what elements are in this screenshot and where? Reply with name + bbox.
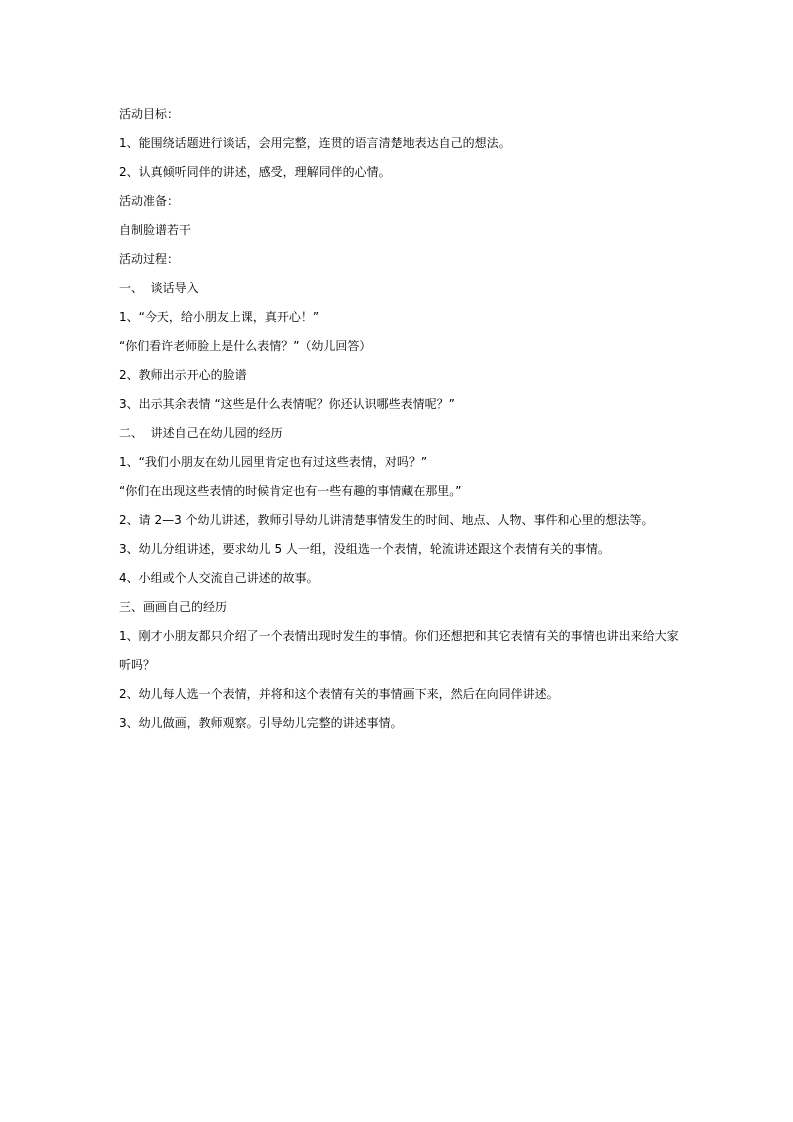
- section-3-title: 三、画画自己的经历: [119, 600, 228, 614]
- section-2-item-1-cont: “你们在出现这些表情的时候肯定也有一些有趣的事情藏在那里。”: [119, 484, 462, 498]
- section-3-item-1: 1、刚才小朋友都只介绍了一个表情出现时发生的事情。你们还想把和其它表情有关的事情也讲出来给大家听吗？: [119, 629, 679, 672]
- section-1-item-3: 3、出示其余表情 “这些是什么表情呢？你还认识哪些表情呢？”: [119, 397, 455, 411]
- document-body: [119, 100, 679, 738]
- goal-item-2: 2、认真倾听同伴的讲述，感受，理解同伴的心情。: [119, 165, 391, 179]
- section-2-item-2: 2、请 2—3 个幼儿讲述，教师引导幼儿讲清楚事情发生的时间、地点、人物、事件和心里的想法等。: [119, 513, 654, 527]
- section-2-item-3: 3、幼儿分组讲述，要求幼儿 5 人一组，没组选一个表情，轮流讲述跟这个表情有关的事情。: [119, 542, 610, 556]
- section-3-item-3: 3、幼儿做画，教师观察。引导幼儿完整的讲述事情。: [119, 716, 403, 730]
- section-1-item-1-cont: “你们看许老师脸上是什么表情？”（幼儿回答）: [119, 339, 372, 353]
- heading-preparation: 活动准备：: [119, 194, 180, 208]
- goal-item-1: 1、能围绕话题进行谈话，会用完整，连贯的语言清楚地表达自己的想法。: [119, 136, 511, 150]
- section-2-item-1: 1、“我们小朋友在幼儿园里肯定也有过这些表情，对吗？”: [119, 455, 428, 469]
- heading-goals: 活动目标：: [119, 107, 180, 121]
- section-1-item-1: 1、“今天，给小朋友上课，真开心！”: [119, 310, 320, 324]
- section-1-title: 一、 谈话导入: [119, 281, 199, 295]
- section-2-title: 二、 讲述自己在幼儿园的经历: [119, 426, 283, 440]
- section-2-item-4: 4、小组或个人交流自己讲述的故事。: [119, 571, 319, 585]
- section-1-item-2: 2、教师出示开心的脸谱: [119, 368, 247, 382]
- preparation-item: 自制脸谱若干: [119, 223, 192, 237]
- section-3-item-2: 2、幼儿每人选一个表情，并将和这个表情有关的事情画下来，然后在向同伴讲述。: [119, 687, 559, 701]
- heading-process: 活动过程：: [119, 252, 180, 266]
